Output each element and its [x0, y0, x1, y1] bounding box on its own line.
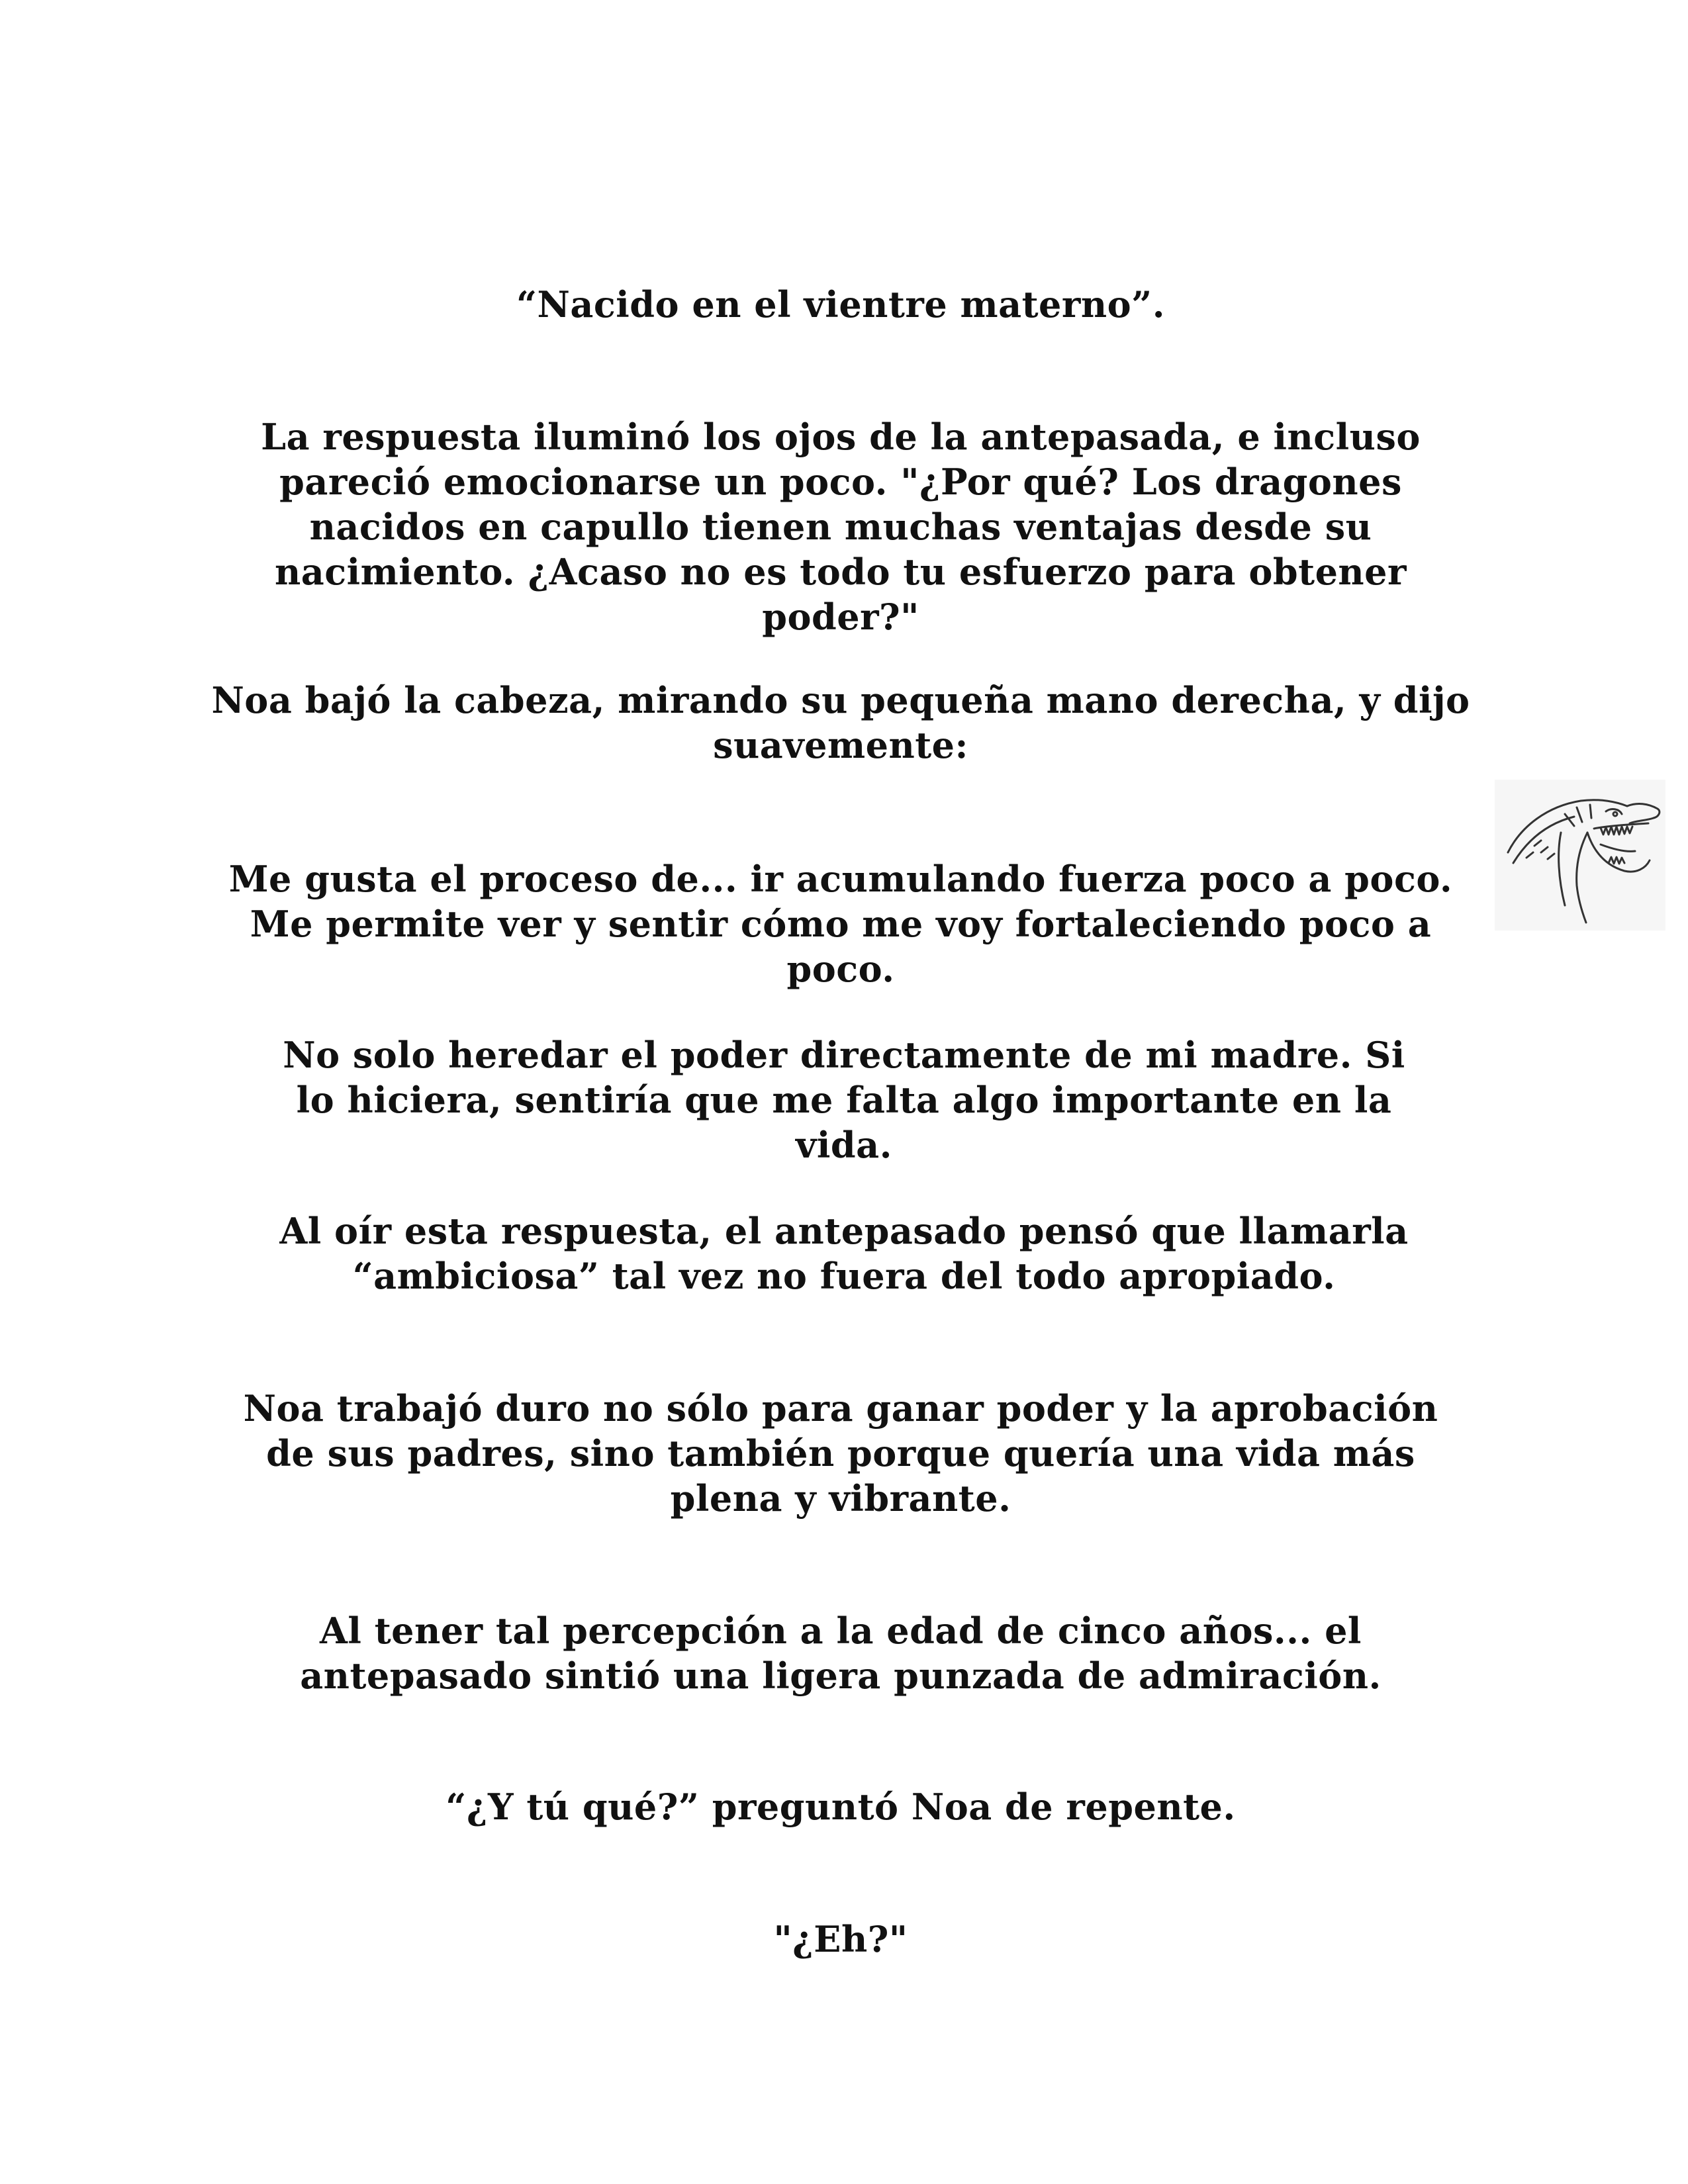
paragraph-1: “Nacido en el vientre materno”. [516, 283, 1166, 326]
paragraph-2: La respuesta iluminó los ojos de la antepasada, e incluso pareció emocionarse un poco. "¿Por qué? Los dragones nacidos en capullo tienen muchas ventajas desde su nacimiento. ¿Acaso no es todo tu esfuerzo para obtener poder?" [261, 416, 1421, 638]
paragraph-7: Noa trabajó duro no sólo para ganar poder y la aprobación de sus padres, sino también porque quería una vida más plena y vibrante. [243, 1387, 1438, 1520]
paragraph-6: Al oír esta respuesta, el antepasado pensó que llamarla “ambiciosa” tal vez no fuera del todo apropiado. [279, 1210, 1409, 1297]
paragraph-10: "¿Eh?" [773, 1918, 908, 1960]
paragraph-8: Al tener tal percepción a la edad de cinco años... el antepasado sintió una ligera punzada de admiración. [300, 1610, 1382, 1697]
paragraph-9: “¿Y tú qué?” preguntó Noa de repente. [445, 1786, 1236, 1828]
paragraph-4: Me gusta el proceso de... ir acumulando fuerza poco a poco. Me permite ver y sentir cómo me voy fortaleciendo poco a poco. [228, 858, 1453, 990]
paragraph-3: Noa bajó la cabeza, mirando su pequeña mano derecha, y dijo suavemente: [211, 679, 1470, 766]
dragon-sketch-icon [1495, 780, 1665, 931]
paragraph-5: No solo heredar el poder directamente de mi madre. Si lo hiciera, sentiría que me falta algo importante en la vida. [283, 1034, 1405, 1166]
